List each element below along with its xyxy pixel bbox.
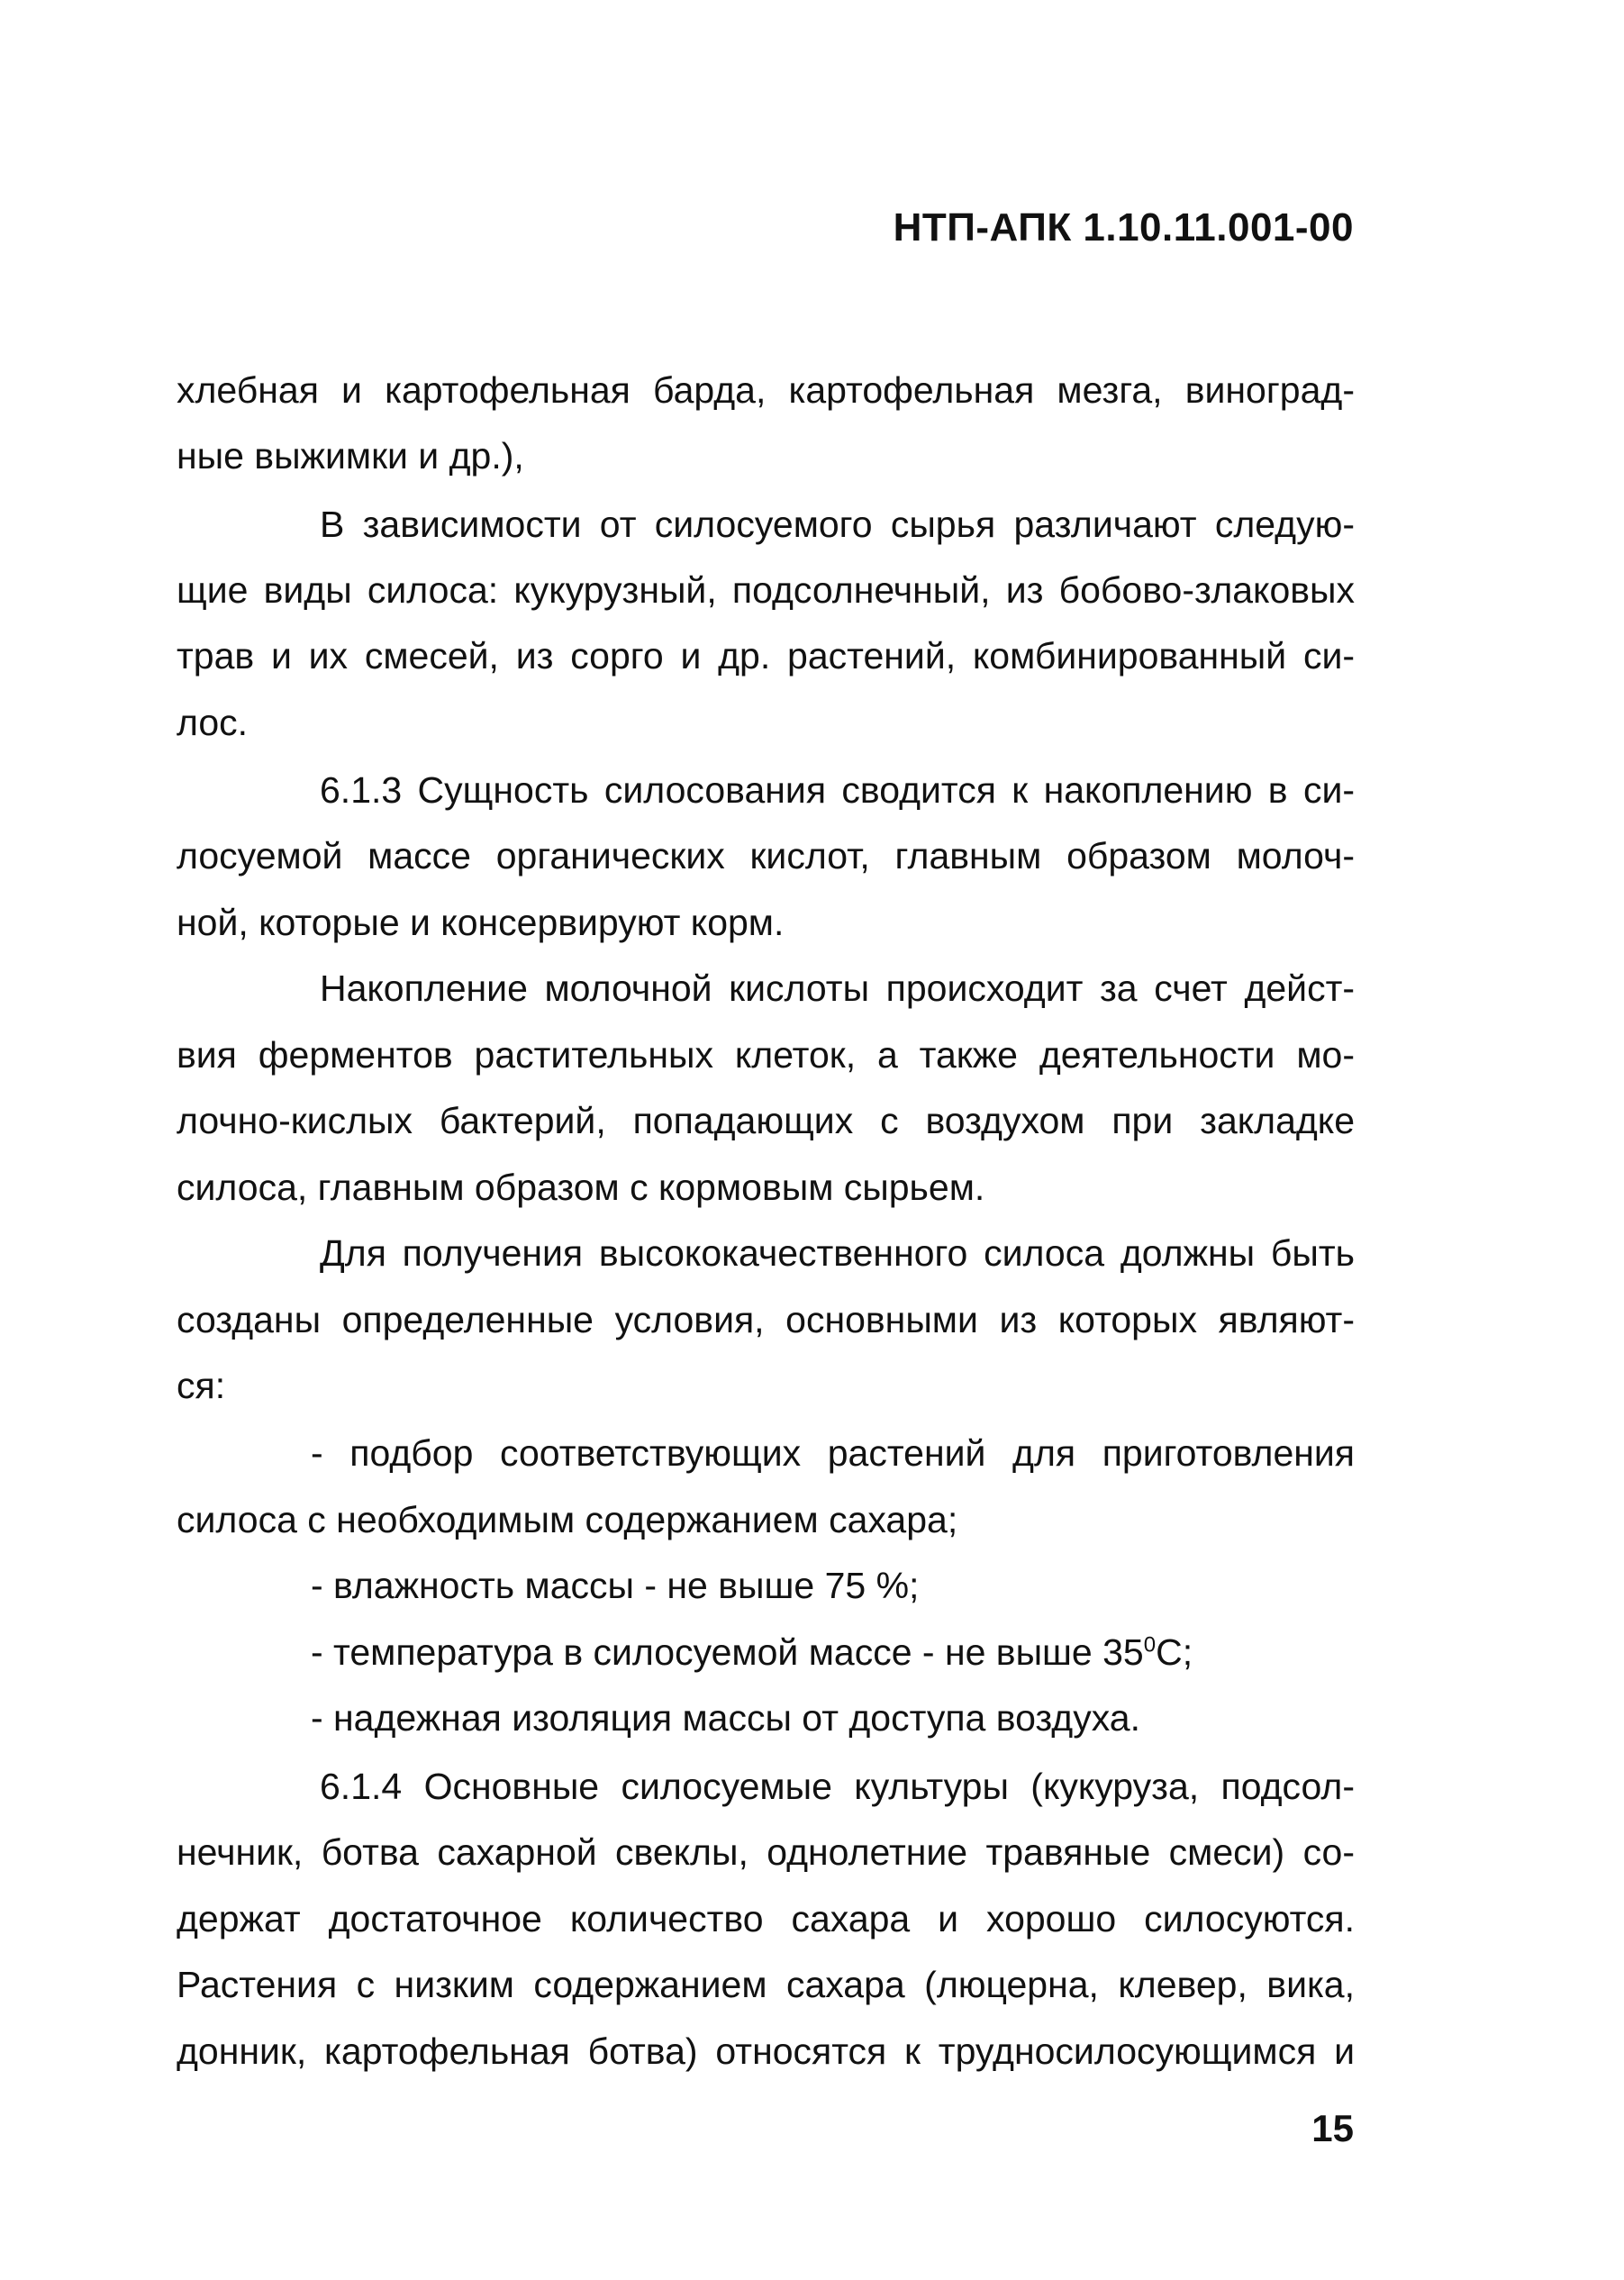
degree-superscript: 0 [1143, 1632, 1157, 1658]
text-line: донник, картофельная ботва) относятся к трудносилосующимся и [177, 2030, 1355, 2072]
list-item-text-end: С; [1156, 1631, 1193, 1673]
text-line: хлебная и картофельная барда, картофельная мезга, виноград- [177, 369, 1355, 411]
text-line: силоса с необходимым содержанием сахара; [177, 1499, 958, 1540]
text-line: лочно-кислых бактерий, попадающих с воздухом при закладке [177, 1100, 1355, 1141]
text-line: нечник, ботва сахарной свеклы, однолетние травяные смеси) со- [177, 1831, 1355, 1873]
paragraph-first-line: 6.1.4 Основные силосуемые культуры (кукуруза, подсол- [320, 1766, 1355, 1807]
list-item-text: - температура в силосуемой массе - не выше 35 [311, 1631, 1144, 1673]
paragraph-first-line: Для получения высококачественного силоса должны быть [320, 1232, 1355, 1274]
text-line: созданы определенные условия, основными из которых являют- [177, 1299, 1355, 1340]
text-line: щие виды силоса: кукурузный, подсолнечный, из бобово-злаковых [177, 569, 1355, 611]
list-item: - влажность массы - не выше 75 %; [311, 1565, 920, 1606]
text-line: лосуемой массе органических кислот, главным образом молоч- [177, 835, 1355, 877]
text-line: держат достаточное количество сахара и хорошо силосуются. [177, 1898, 1355, 1939]
document-code-header: НТП-АПК 1.10.11.001-00 [893, 205, 1354, 250]
list-item: - надежная изоляция массы от доступа воздуха. [311, 1697, 1140, 1739]
text-line: силоса, главным образом с кормовым сырьем. [177, 1167, 985, 1208]
page-number: 15 [1311, 2107, 1354, 2149]
text-line: ся: [177, 1365, 226, 1406]
paragraph-first-line: Накопление молочной кислоты происходит за счет дейст- [320, 967, 1355, 1009]
paragraph-first-line: 6.1.3 Сущность силосования сводится к накоплению в си- [320, 769, 1355, 811]
text-line: лос. [177, 702, 249, 743]
text-line: вия ферментов растительных клеток, а также деятельности мо- [177, 1034, 1355, 1076]
text-line: Растения с низким содержанием сахара (люцерна, клевер, вика, [177, 1964, 1355, 2005]
text-line: ной, которые и консервируют корм. [177, 902, 785, 943]
paragraph-first-line: В зависимости от силосуемого сырья различают следую- [320, 504, 1355, 545]
text-line: ные выжимки и др.), [177, 435, 524, 477]
list-item: - подбор соответствующих растений для приготовления [311, 1432, 1355, 1474]
text-line: трав и их смесей, из сорго и др. растений, комбинированный си- [177, 635, 1355, 677]
list-item [311, 1627, 1355, 1677]
